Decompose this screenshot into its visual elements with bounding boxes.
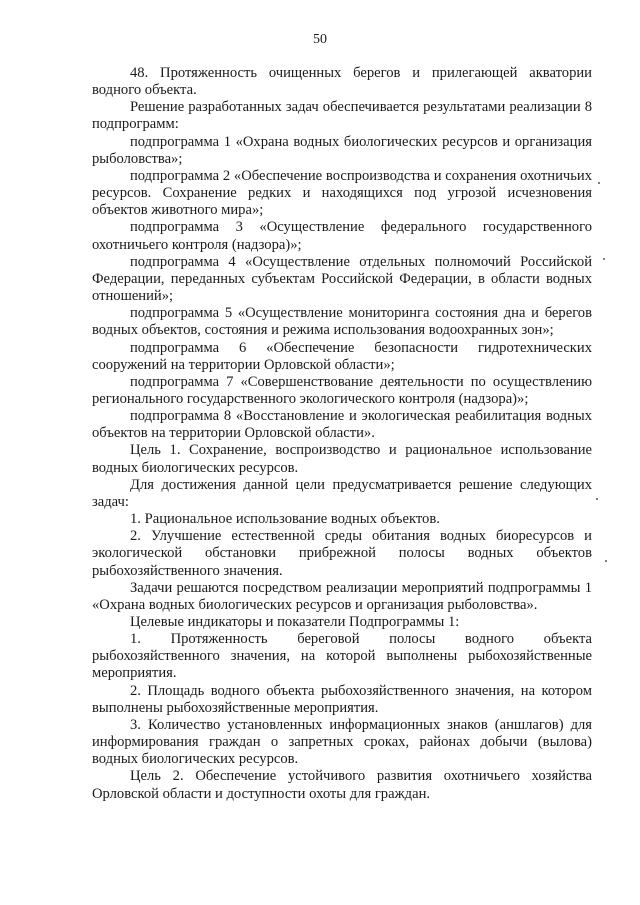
scan-speck	[603, 258, 605, 260]
paragraph-indicator-3: 3. Количество установленных информационных знаков (аншлагов) для информирования граждан о запретных сроках, районах добычи (вылова) водных биологических ресурсов.	[92, 716, 592, 768]
paragraph-indicator-2: 2. Площадь водного объекта рыбохозяйственного значения, на котором выполнены рыбохозяйственные мероприятия.	[92, 682, 592, 716]
scan-speck	[598, 182, 600, 184]
paragraph-subprogram-3: подпрограмма 3 «Осуществление федерального государственного охотничьего контроля (надзора)»;	[92, 219, 592, 253]
page-number: 50	[313, 32, 327, 47]
paragraph-subprogram-6: подпрограмма 6 «Обеспечение безопасности гидротехнических сооружений на территории Орловской области»;	[92, 339, 592, 373]
paragraph-task-2: 2. Улучшение естественной среды обитания водных биоресурсов и экологической обстановки прибрежной полосы водных объектов рыбохозяйственного значения.	[92, 528, 592, 579]
paragraph-subprogram-8: подпрограмма 8 «Восстановление и экологическая реабилитация водных объектов на территории Орловской области».	[92, 408, 592, 442]
paragraph-subprogram-1: подпрограмма 1 «Охрана водных биологических ресурсов и организация рыболовства»;	[92, 133, 592, 167]
paragraph-indicator-1: 1. Протяженность береговой полосы водного объекта рыбохозяйственного значения, на которой выполнены рыбохозяйственные мероприятия.	[92, 631, 592, 682]
paragraph-subprogram-5: подпрограмма 5 «Осуществление мониторинга состояния дна и берегов водных объектов, состояния и режима использования водоохранных зон»;	[92, 305, 592, 339]
paragraph-indicators-heading: Целевые индикаторы и показатели Подпрограммы 1:	[130, 614, 460, 630]
paragraph-tasks-intro: Для достижения данной цели предусматривается решение следующих задач:	[92, 476, 592, 510]
scan-speck	[605, 560, 607, 562]
paragraph-indicator-48: 48. Протяженность очищенных берегов и прилегающей акватории водного объекта.	[92, 65, 592, 99]
paragraph-task-1: 1. Рациональное использование водных объектов.	[130, 511, 440, 528]
paragraph-subprograms-intro: Решение разработанных задач обеспечивается результатами реализации 8 подпрограмм:	[92, 99, 592, 133]
paragraph-subprogram-4: подпрограмма 4 «Осуществление отдельных полномочий Российской Федерации, переданных субъектам Российской Федерации, в области водных отношений»;	[92, 253, 592, 305]
paragraph-subprogram-2: подпрограмма 2 «Обеспечение воспроизводства и сохранения охотничьих ресурсов. Сохранение редких и находящихся под угрозой исчезновения объектов животного мира»;	[92, 167, 592, 219]
paragraph-goal-2: Цель 2. Обеспечение устойчивого развития охотничьего хозяйства Орловской области и доступности охоты для граждан.	[92, 768, 592, 802]
paragraph-tasks-solution: Задачи решаются посредством реализации мероприятий подпрограммы 1 «Охрана водных биологических ресурсов и организация рыболовства».	[92, 579, 592, 613]
paragraph-goal-1: Цель 1. Сохранение, воспроизводство и рациональное использование водных биологических ресурсов.	[92, 442, 592, 476]
scan-speck	[596, 498, 598, 500]
document-body	[92, 65, 592, 803]
paragraph-subprogram-7: подпрограмма 7 «Совершенствование деятельности по осуществлению регионального государственного экологического контроля (надзора)»;	[92, 373, 592, 407]
